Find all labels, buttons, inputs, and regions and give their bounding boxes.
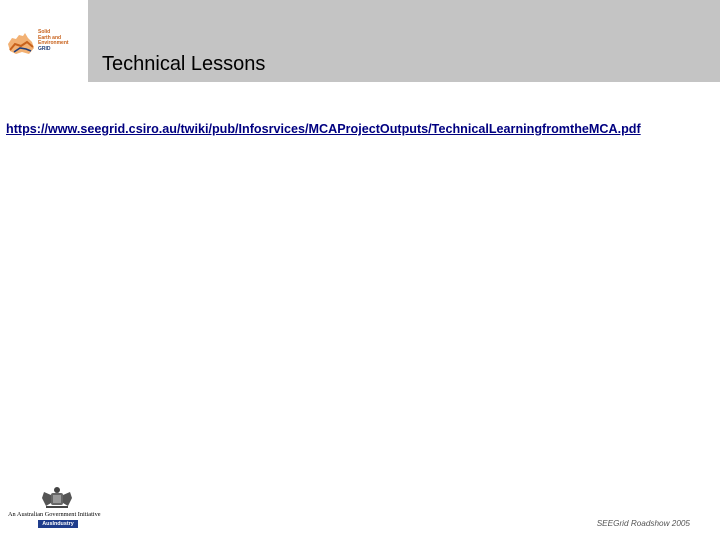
logo-line-1: Solid bbox=[38, 29, 51, 35]
seegrid-logo bbox=[0, 0, 88, 82]
report-link[interactable]: https://www.seegrid.csiro.au/twiki/pub/Infosrvices/MCAProjectOutputs/TechnicalLearningfromtheMCA.pdf bbox=[6, 122, 641, 136]
seegrid-logo-text bbox=[38, 30, 69, 52]
australian-government-logo bbox=[6, 486, 110, 532]
logo-line-4: GRID bbox=[38, 45, 51, 52]
australia-map-icon bbox=[6, 30, 36, 56]
slide-title: Technical Lessons bbox=[102, 53, 266, 75]
title-bar bbox=[88, 0, 720, 82]
gov-initiative-text: An Australian Government Initiative bbox=[8, 511, 101, 518]
coat-of-arms-icon bbox=[40, 486, 74, 510]
logo-line-2: Earth and bbox=[38, 34, 62, 41]
footer-text: SEEGrid Roadshow 2005 bbox=[596, 519, 690, 528]
logo-line-3: Environment bbox=[38, 40, 69, 47]
ausindustry-badge: AusIndustry bbox=[38, 520, 78, 528]
